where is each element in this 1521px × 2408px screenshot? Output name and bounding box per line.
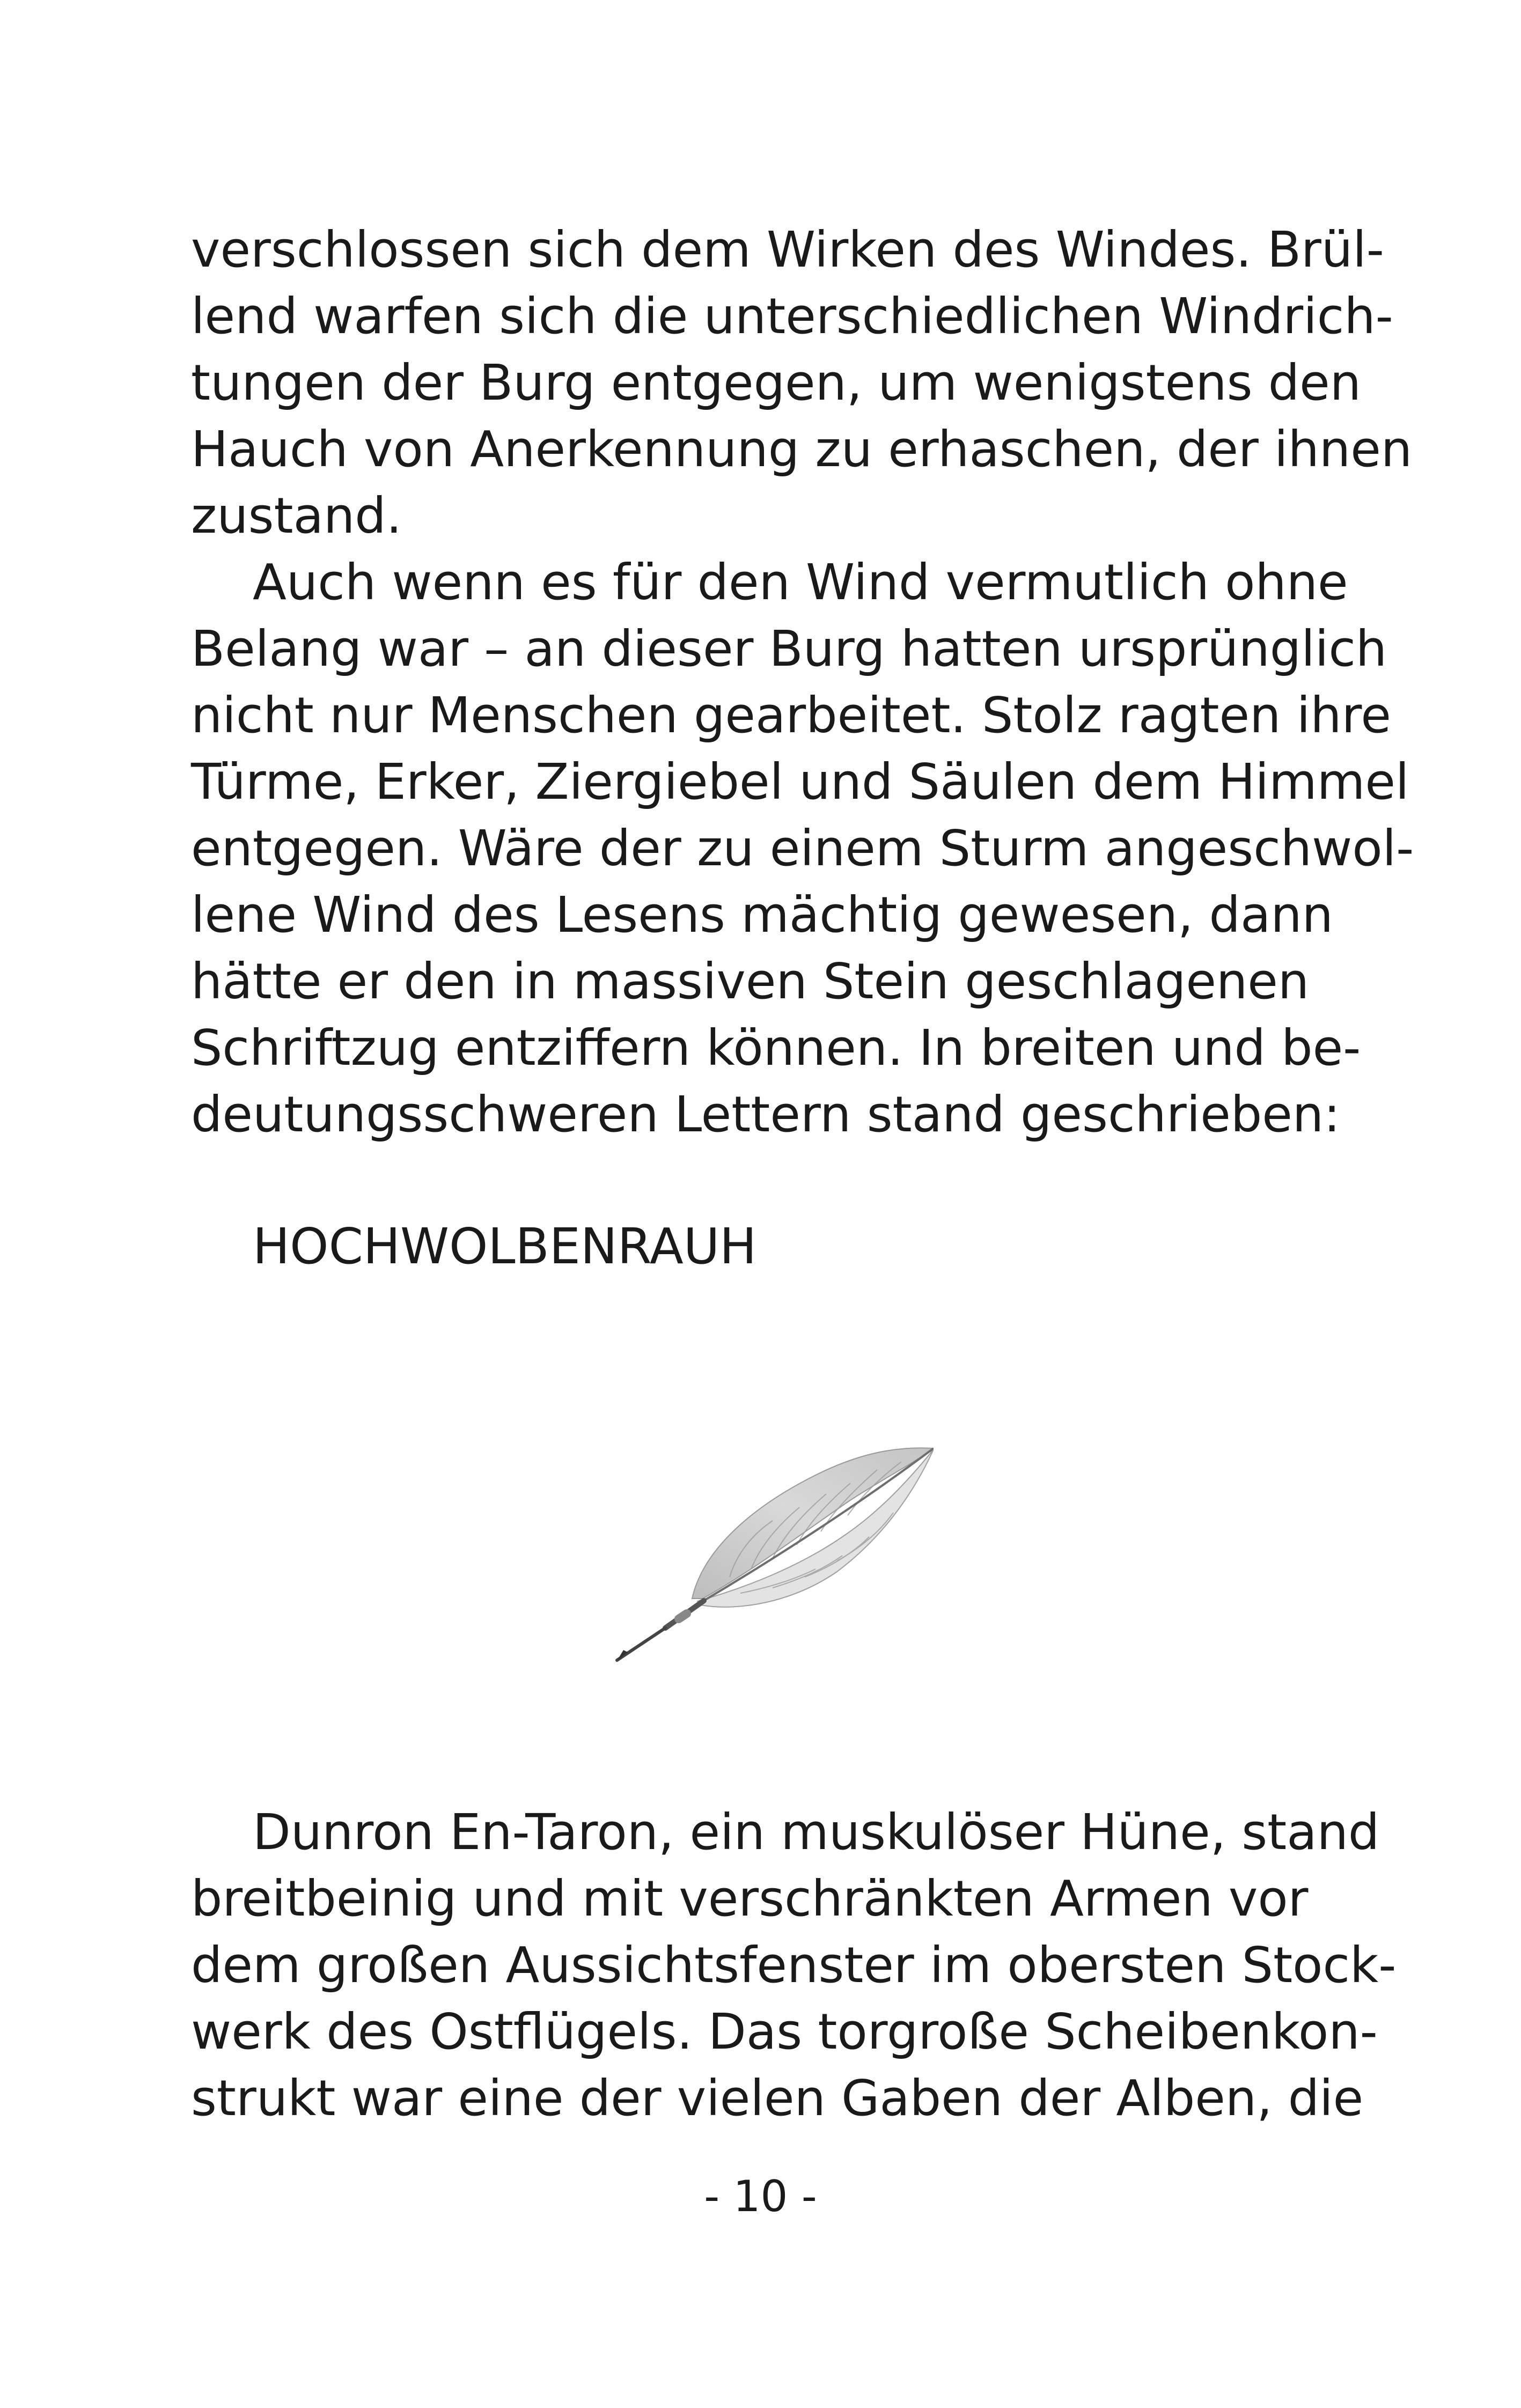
paragraph-line: verschlossen sich dem Wirken des Windes. Brül- [191, 221, 1384, 278]
paragraph-line: deutungsschweren Lettern stand geschrieben: [191, 1086, 1341, 1143]
paragraph-line: lend warfen sich die unterschiedlichen Windrich- [191, 288, 1393, 345]
paragraph-line: Dunron En-Taron, ein muskulöser Hüne, stand [253, 1803, 1380, 1861]
paragraph-2 [191, 549, 1414, 1148]
paragraph-line: breitbeinig und mit verschränkten Armen vor [191, 1870, 1309, 1927]
paragraph-line: dem großen Aussichtsfenster im obersten Stock- [191, 1936, 1397, 1994]
paragraph-line: Hauch von Anerkennung zu erhaschen, der ihnen [191, 421, 1413, 478]
page-number: - 10 - [704, 2171, 817, 2221]
paragraph-line: lene Wind des Lesens mächtig gewesen, dann [191, 886, 1333, 944]
paragraph-line: Belang war – an dieser Burg hatten ursprünglich [191, 620, 1387, 678]
paragraph-line: werk des Ostflügels. Das torgroße Scheibenkon- [191, 2003, 1378, 2060]
inscription-text: HOCHWOLBENRAUH [253, 1218, 757, 1275]
paragraph-line: nicht nur Menschen gearbeitet. Stolz ragten ihre [191, 687, 1391, 744]
paragraph-line: Schriftzug entziffern können. In breiten und be- [191, 1019, 1361, 1077]
paragraph-line: hätte er den in massiven Stein geschlagenen [191, 953, 1310, 1010]
paragraph-line: Türme, Erker, Ziergiebel und Säulen dem Himmel [191, 753, 1409, 811]
paragraph-line: Auch wenn es für den Wind vermutlich ohne [253, 554, 1348, 611]
paragraph-line: entgegen. Wäre der zu einem Sturm angeschwol- [191, 820, 1414, 877]
feather-quill-icon [612, 1416, 934, 1663]
paragraph-line: zustand. [191, 487, 402, 544]
paragraph-3 [191, 1799, 1397, 2132]
paragraph-1 [191, 217, 1413, 549]
paragraph-line: tungen der Burg entgegen, um wenigstens den [191, 354, 1362, 411]
paragraph-line: strukt war eine der vielen Gaben der Alben, die [191, 2070, 1364, 2127]
